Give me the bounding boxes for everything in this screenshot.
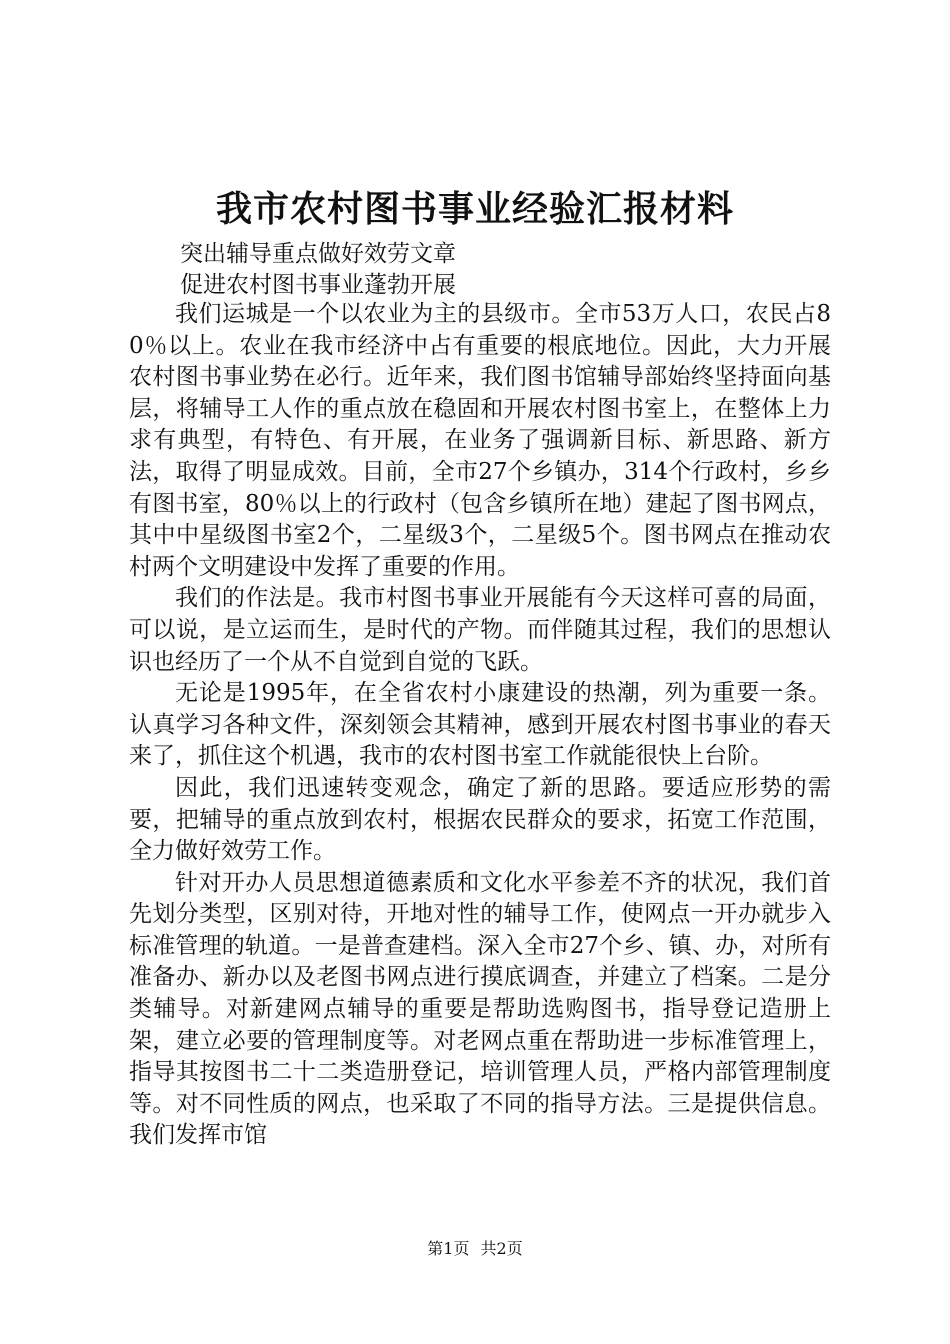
document-title: 我市农村图书事业经验汇报材料 [215, 188, 734, 230]
paragraph: 无论是1995年，在全省农村小康建设的热潮，列为重要一条。认真学习各种文件，深刻领会其精神，感到开展农村图书事业的春天来了，抓住这个机遇，我市的农村图书室工作就能很快上台阶。 [129, 680, 831, 770]
paragraph: 针对开办人员思想道德素质和文化水平参差不齐的状况，我们首先划分类型，区别对待，开地对性的辅导工作，使网点一开办就步入标准管理的轨道。一是普查建档。深入全市27个乡、镇、办，对所有准备办、新办以及老图书网点进行摸底调查，并建立了档案。二是分类辅导。对新建网点辅导的重要是帮助选购图书，指导登记造册上架，建立必要的管理制度等。对老网点重在帮助进一步标准管理上，指导其按图书二十二类造册登记，培训管理人员，严格内部管理制度等。对不同性质的网点，也采取了不同的指导方法。三是提供信息。我们发挥市馆 [129, 869, 831, 1149]
paragraph: 我们运城是一个以农业为主的县级市。全市53万人口，农民占80％以上。农业在我市经济中占有重要的根底地位。因此，大力开展农村图书事业势在必行。近年来，我们图书馆辅导部始终坚持面向基层，将辅导工人作的重点放在稳固和开展农村图书室上，在整体上力求有典型，有特色、有开展，在业务了强调新目标、新思路、新方法，取得了明显成效。目前，全市27个乡镇办，314个行政村，乡乡有图书室，80％以上的行政村（包含乡镇所在地）建起了图书网点，其中中星级图书室2个，二星级3个，二星级5个。图书网点在推动农村两个文明建设中发挥了重要的作用。 [129, 301, 831, 580]
paragraph: 因此，我们迅速转变观念，确定了新的思路。要适应形势的需要，把辅导的重点放到农村，根据农民群众的要求，拓宽工作范围，全力做好效劳工作。 [129, 774, 831, 865]
page-total: 共2页 [480, 1239, 523, 1258]
page-footer [0, 1238, 950, 1260]
body-text [129, 299, 831, 1152]
page-number: 第1页 [427, 1239, 470, 1258]
subtitle-line-1: 突出辅导重点做好效劳文章 [180, 241, 456, 267]
subtitle-line-2: 促进农村图书事业蓬勃开展 [180, 272, 456, 298]
paragraph: 我们的作法是。我市村图书事业开展能有今天这样可喜的局面，可以说，是立运而生，是时代的产物。而伴随其过程，我们的思想认识也经历了一个从不自觉到自觉的飞跃。 [129, 585, 831, 675]
